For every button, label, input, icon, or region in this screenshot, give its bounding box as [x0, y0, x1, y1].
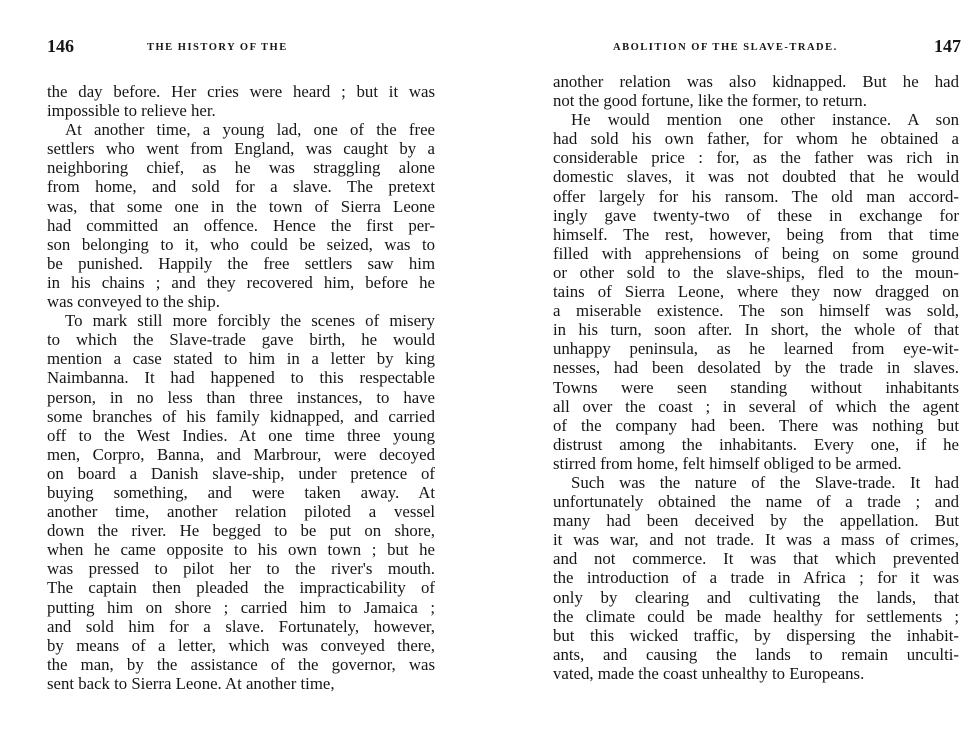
right-text-line: domestic slaves, it was not doubted that he would [553, 167, 959, 187]
right-text-line: of the company had been. There was nothing but [553, 415, 959, 435]
left-text-line: mention a case stated to him in a letter by king [47, 349, 435, 369]
left-page-number: 146 [47, 36, 74, 56]
left-text-line: putting him on shore ; carried him to Jamaica ; [47, 597, 435, 617]
left-text-line: The captain then pleaded the impracticability of [47, 578, 435, 598]
right-text-line: ants, and causing the lands to remain unculti- [553, 644, 959, 664]
left-page-text [47, 82, 435, 693]
right-text-line: considerable price : for, as the father was rich in [553, 148, 959, 168]
left-text-line: be punished. Happily the free settlers saw him [47, 253, 435, 273]
left-running-title: THE HISTORY OF THE [147, 42, 288, 53]
left-text-line: buying something, and were taken away. At [47, 482, 435, 502]
right-text-line: himself. The rest, however, being from that time [553, 224, 959, 244]
left-text-line: was pressed to pilot her to the river's mouth. [47, 559, 435, 579]
right-text-line: it was war, and not trade. It was a mass of crimes, [553, 530, 959, 550]
right-text-line: or other sold to the slave-ships, fled to the moun- [553, 262, 959, 282]
left-text-line: was conveyed to the ship. [47, 292, 220, 312]
right-text-line: in his turn, soon after. In short, the whole of that [553, 320, 959, 340]
right-text-line: a miserable existence. The son himself was sold, [553, 301, 959, 321]
right-text-line: Towns were seen standing without inhabitants [553, 377, 959, 397]
right-text-line: another relation was also kidnapped. But he had [553, 72, 959, 91]
left-text-line: some branches of his family kidnapped, and carried [47, 406, 435, 426]
left-text-line: from home, and sold for a slave. The pretext [47, 177, 435, 197]
right-text-line: and not commerce. It was that which prevented [553, 549, 959, 569]
left-text-line: was, that some one in the town of Sierra Leone [47, 196, 435, 216]
right-text-line: had sold his own father, for whom he obtained a [553, 129, 959, 149]
left-text-line: the man, by the assistance of the governor, was [47, 654, 435, 674]
right-text-line: but this wicked traffic, by dispersing the inhabit- [553, 625, 959, 645]
left-text-line: At another time, a young lad, one of the free [65, 120, 435, 140]
left-text-line: impossible to relieve her. [47, 101, 216, 121]
right-text-line: only by clearing and cultivating the lands, that [553, 587, 959, 607]
right-text-line: many had been deceived by the appellation. But [553, 511, 959, 531]
left-text-line: settlers who went from England, was caught by a [47, 139, 435, 159]
right-text-line: Such was the nature of the Slave-trade. It had [571, 472, 959, 492]
left-text-line: off to the West Indies. At one time three young [47, 425, 435, 445]
right-text-line: nesses, had been desolated by the trade in slaves. [553, 358, 959, 378]
left-text-line: down the river. He begged to be put on shore, [47, 521, 435, 541]
right-text-line: filled with apprehensions of being on some ground [553, 243, 959, 263]
right-text-line: the climate could be made healthy for settlements ; [553, 606, 959, 626]
right-text-line: He would mention one other instance. A son [571, 110, 959, 130]
right-text-line: vated, made the coast unhealthy to Europeans. [553, 663, 865, 683]
left-text-line: Naimbanna. It had happened to this respectable [47, 368, 435, 388]
left-text-line: To mark still more forcibly the scenes of misery [65, 311, 435, 331]
left-text-line: on board a Danish slave-ship, under pretence of [47, 463, 435, 483]
left-text-line: men, Corpro, Banna, and Marbrour, were decoyed [47, 444, 435, 464]
left-text-line: when he came opposite to his own town ; but he [47, 540, 435, 560]
left-text-line: sent back to Sierra Leone. At another time, [47, 673, 335, 693]
left-text-line: in his chains ; and they recovered him, before he [47, 272, 435, 292]
left-text-line: to which the Slave-trade gave birth, he would [47, 330, 435, 350]
right-text-line: all over the coast ; in several of which the agent [553, 396, 959, 416]
right-page-number: 147 [934, 36, 961, 56]
right-text-line: the introduction of a trade in Africa ; for it was [553, 568, 959, 588]
left-text-line: by means of a letter, which was conveyed there, [47, 635, 435, 655]
left-text-line: son belonging to it, who could be seized, was to [47, 234, 435, 254]
left-text-line: neighboring chief, as he was straggling alone [47, 158, 435, 178]
right-text-line: ingly gave twenty-two of these in exchange for [553, 205, 959, 225]
right-page [490, 0, 980, 733]
left-text-line: person, in no less than three instances, to have [47, 387, 435, 407]
right-text-line: distrust among the inhabitants. Every one, if he [553, 434, 959, 454]
left-text-line: another time, another relation piloted a vessel [47, 502, 435, 522]
right-text-line: tains of Sierra Leone, where they now dragged on [553, 282, 959, 302]
right-text-line: unfortunately obtained the name of a trade ; and [553, 492, 959, 512]
right-running-title: ABOLITION OF THE SLAVE-TRADE. [613, 42, 838, 53]
left-text-line: had committed an offence. Hence the first per- [47, 215, 435, 235]
right-text-line: unhappy peninsula, as he learned from eye-wit- [553, 339, 959, 359]
right-text-line: offer largely for his ransom. The old man accord- [553, 186, 959, 206]
right-text-line: stirred from home, felt himself obliged to be armed. [553, 453, 902, 473]
left-text-line: and sold him for a slave. Fortunately, however, [47, 616, 435, 636]
right-page-text [553, 72, 959, 683]
right-text-line: not the good fortune, like the former, to return. [553, 91, 867, 111]
left-text-line: the day before. Her cries were heard ; but it was [47, 82, 435, 101]
